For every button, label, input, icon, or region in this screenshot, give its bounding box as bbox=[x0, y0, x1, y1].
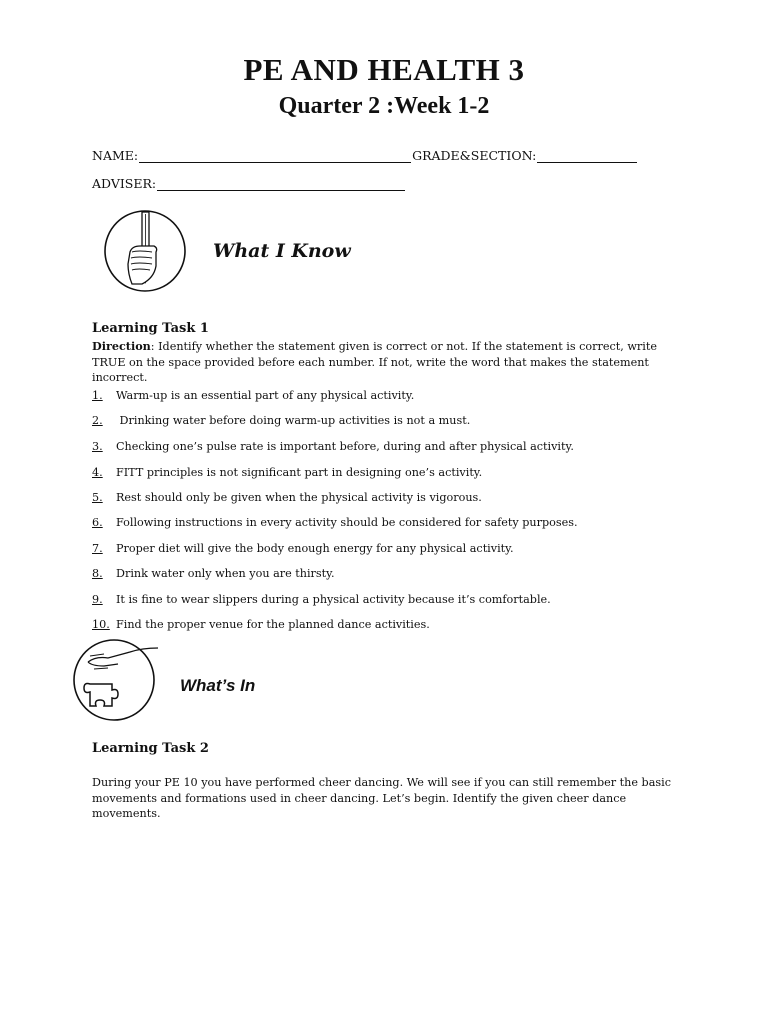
statement-text: Find the proper venue for the planned dance activities. bbox=[116, 618, 430, 631]
hand-pencil-icon bbox=[102, 208, 188, 299]
statement-item bbox=[92, 618, 430, 631]
statement-item bbox=[92, 593, 551, 606]
direction-text: : Identify whether the statement given is correct or not. If the statement is correct, write TRUE on the space provided before each number. If not, write the word that makes the statement incorrect. bbox=[92, 340, 657, 384]
whats-in-heading: What’s In bbox=[180, 676, 256, 695]
learning-task-1-title: Learning Task 1 bbox=[92, 321, 209, 336]
statement-item bbox=[92, 414, 470, 427]
name-grade-row bbox=[92, 148, 638, 163]
statement-text: Checking one’s pulse rate is important before, during and after physical activity. bbox=[116, 440, 574, 453]
statement-item bbox=[92, 516, 578, 529]
learning-task-2-title: Learning Task 2 bbox=[92, 741, 209, 756]
answer-blank[interactable]: 5. bbox=[92, 491, 103, 504]
adviser-label: ADVISER: bbox=[92, 176, 157, 191]
statement-text: FITT principles is not significant part in designing one’s activity. bbox=[116, 466, 483, 479]
answer-blank[interactable]: 9. bbox=[92, 593, 103, 606]
hand-puzzle-icon bbox=[68, 636, 160, 727]
answer-blank[interactable]: 7. bbox=[92, 542, 103, 555]
page-title: PE AND HEALTH 3 bbox=[243, 52, 525, 87]
statement-text: Drinking water before doing warm-up activities is not a must. bbox=[116, 414, 471, 427]
answer-blank[interactable]: 4. bbox=[92, 466, 103, 479]
answer-blank[interactable]: 3. bbox=[92, 440, 103, 453]
adviser-field[interactable] bbox=[157, 177, 405, 191]
statement-text: It is fine to wear slippers during a physical activity because it’s comfortable. bbox=[116, 593, 551, 606]
statement-text: Warm-up is an essential part of any physical activity. bbox=[116, 389, 415, 402]
answer-blank[interactable]: 1. bbox=[92, 389, 103, 402]
statement-text: Proper diet will give the body enough energy for any physical activity. bbox=[116, 542, 514, 555]
statement-item bbox=[92, 567, 335, 580]
task-2-paragraph: During your PE 10 you have performed cheer dancing. We will see if you can still remember the basic movements and formations used in cheer dancing. Let’s begin. Identify the given cheer dance movements. bbox=[92, 776, 671, 820]
what-i-know-heading: What I Know bbox=[213, 240, 351, 262]
statement-item bbox=[92, 491, 482, 504]
statement-item bbox=[92, 440, 574, 453]
statement-text: Drink water only when you are thirsty. bbox=[116, 567, 335, 580]
task-1-direction bbox=[92, 339, 682, 386]
page-subtitle: Quarter 2 :Week 1-2 bbox=[278, 93, 490, 119]
answer-blank[interactable]: 2. bbox=[92, 414, 103, 427]
name-field[interactable] bbox=[139, 149, 411, 163]
answer-blank[interactable]: 6. bbox=[92, 516, 103, 529]
statement-item bbox=[92, 466, 482, 479]
adviser-row bbox=[92, 176, 406, 191]
statement-item bbox=[92, 542, 514, 555]
statement-item bbox=[92, 389, 414, 402]
answer-blank[interactable]: 8. bbox=[92, 567, 103, 580]
answer-blank[interactable]: 10. bbox=[92, 618, 110, 631]
direction-label: Direction bbox=[92, 339, 151, 353]
statement-text: Following instructions in every activity should be considered for safety purposes. bbox=[116, 516, 578, 529]
grade-section-label: GRADE&SECTION: bbox=[412, 148, 537, 163]
grade-section-field[interactable] bbox=[537, 149, 637, 163]
statement-text: Rest should only be given when the physical activity is vigorous. bbox=[116, 491, 482, 504]
name-label: NAME: bbox=[92, 148, 139, 163]
